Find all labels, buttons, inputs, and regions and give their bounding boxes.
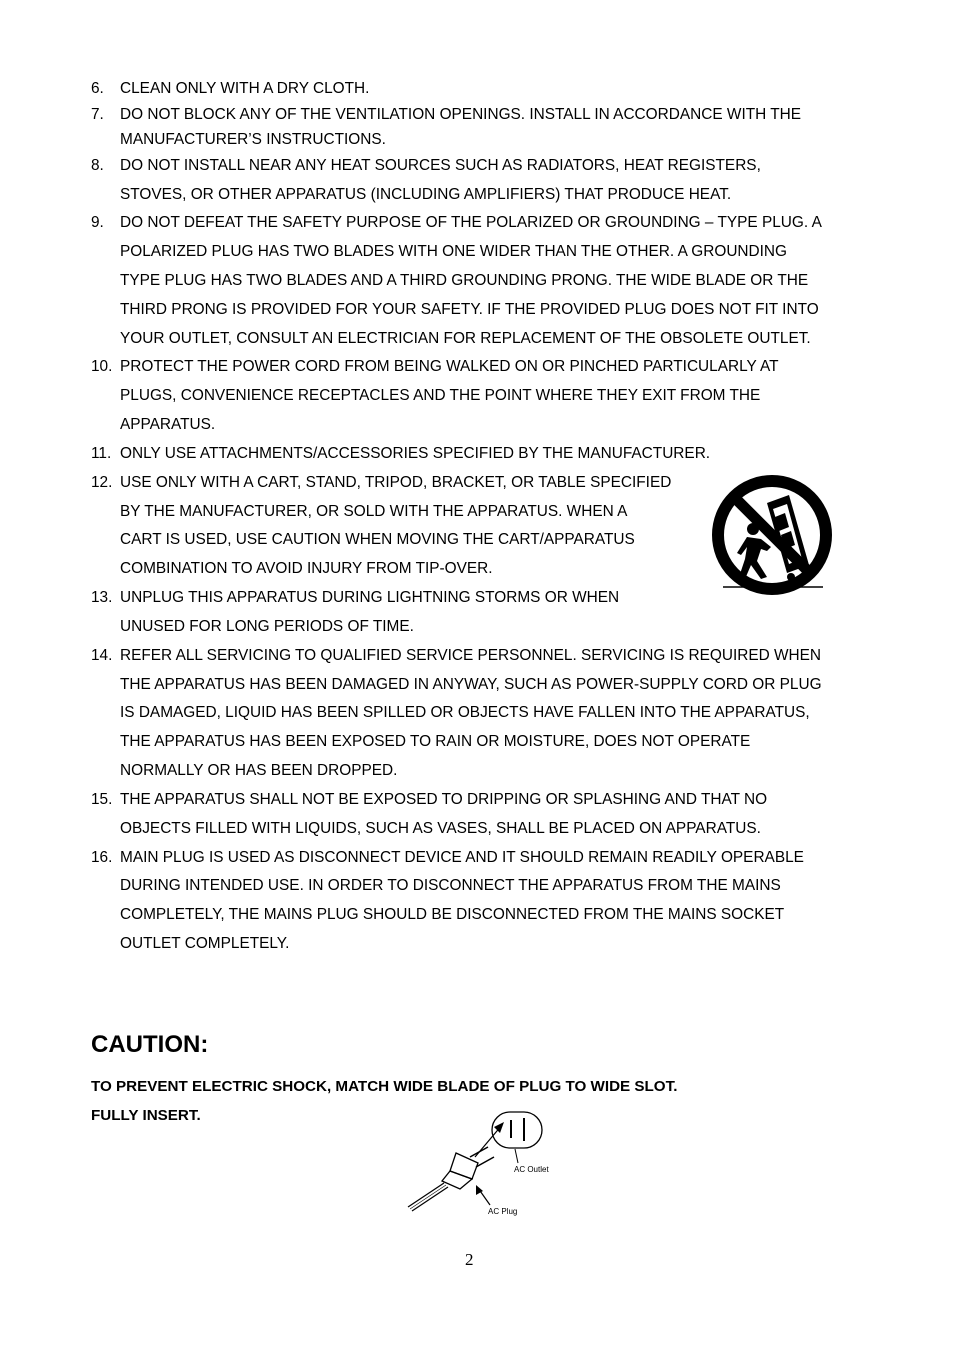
item-text-line: ONLY USE ATTACHMENTS/ACCESSORIES SPECIFIED BY THE MANUFACTURER.	[120, 445, 711, 462]
cart-tip-over-warning-icon	[709, 473, 837, 597]
item-number: 9.	[91, 214, 104, 231]
item-text-line: REFER ALL SERVICING TO QUALIFIED SERVICE PERSONNEL. SERVICING IS REQUIRED WHEN	[120, 647, 822, 664]
item-number: 6.	[91, 80, 104, 97]
item-text-line: MAIN PLUG IS USED AS DISCONNECT DEVICE AND IT SHOULD REMAIN READILY OPERABLE	[120, 849, 804, 866]
caution-line-1: TO PREVENT ELECTRIC SHOCK, MATCH WIDE BLADE OF PLUG TO WIDE SLOT.	[91, 1078, 678, 1095]
item-number: 10.	[91, 358, 113, 375]
item-text-line: THE APPARATUS HAS BEEN EXPOSED TO RAIN OR MOISTURE, DOES NOT OPERATE	[120, 733, 751, 750]
item-text-line: BY THE MANUFACTURER, OR SOLD WITH THE APPARATUS. WHEN A	[120, 503, 628, 520]
item-text-line: DO NOT INSTALL NEAR ANY HEAT SOURCES SUCH AS RADIATORS, HEAT REGISTERS,	[120, 157, 761, 174]
item-text-line: STOVES, OR OTHER APPARATUS (INCLUDING AMPLIFIERS) THAT PRODUCE HEAT.	[120, 186, 732, 203]
item-text-line: TYPE PLUG HAS TWO BLADES AND A THIRD GROUNDING PRONG. THE WIDE BLADE OR THE	[120, 272, 809, 289]
item-text-line: UNPLUG THIS APPARATUS DURING LIGHTNING STORMS OR WHEN	[120, 589, 620, 606]
item-text-line: CART IS USED, USE CAUTION WHEN MOVING THE CART/APPARATUS	[120, 531, 635, 548]
item-text-line: OUTLET COMPLETELY.	[120, 935, 290, 952]
item-text-line: PLUGS, CONVENIENCE RECEPTACLES AND THE POINT WHERE THEY EXIT FROM THE	[120, 387, 761, 404]
item-text-line: COMBINATION TO AVOID INJURY FROM TIP-OVER.	[120, 560, 493, 577]
item-number: 14.	[91, 647, 113, 664]
item-number: 11.	[91, 445, 112, 462]
item-text-line: THE APPARATUS SHALL NOT BE EXPOSED TO DRIPPING OR SPLASHING AND THAT NO	[120, 791, 768, 808]
item-text-line: THE APPARATUS HAS BEEN DAMAGED IN ANYWAY, SUCH AS POWER-SUPPLY CORD OR PLUG	[120, 676, 822, 693]
item-text-line: DURING INTENDED USE. IN ORDER TO DISCONNECT THE APPARATUS FROM THE MAINS	[120, 877, 781, 894]
item-text-line: USE ONLY WITH A CART, STAND, TRIPOD, BRACKET, OR TABLE SPECIFIED	[120, 474, 672, 491]
item-number: 15.	[91, 791, 113, 808]
item-text-line: THIRD PRONG IS PROVIDED FOR YOUR SAFETY. IF THE PROVIDED PLUG DOES NOT FIT INTO	[120, 301, 819, 318]
item-text-line: COMPLETELY, THE MAINS PLUG SHOULD BE DISCONNECTED FROM THE MAINS SOCKET	[120, 906, 785, 923]
item-text-line: CLEAN ONLY WITH A DRY CLOTH.	[120, 80, 370, 97]
item-text-line: POLARIZED PLUG HAS TWO BLADES WITH ONE WIDER THAN THE OTHER. A GROUNDING	[120, 243, 788, 260]
item-number: 13.	[91, 589, 113, 606]
item-text-line: APPARATUS.	[120, 416, 216, 433]
item-text-line: DO NOT DEFEAT THE SAFETY PURPOSE OF THE POLARIZED OR GROUNDING – TYPE PLUG. A	[120, 214, 822, 231]
item-text-line: UNUSED FOR LONG PERIODS OF TIME.	[120, 618, 414, 635]
item-text-line: MANUFACTURER’S INSTRUCTIONS.	[120, 131, 386, 148]
ac-outlet-label: AC Outlet	[514, 1165, 549, 1174]
item-text-line: YOUR OUTLET, CONSULT AN ELECTRICIAN FOR REPLACEMENT OF THE OBSOLETE OUTLET.	[120, 330, 811, 347]
item-text-line: IS DAMAGED, LIQUID HAS BEEN SPILLED OR OBJECTS HAVE FALLEN INTO THE APPARATUS,	[120, 704, 810, 721]
item-number: 8.	[91, 157, 104, 174]
item-text-line: NORMALLY OR HAS BEEN DROPPED.	[120, 762, 398, 779]
item-text-line: PROTECT THE POWER CORD FROM BEING WALKED ON OR PINCHED PARTICULARLY AT	[120, 358, 779, 375]
ac-plug-outlet-diagram	[400, 1105, 560, 1220]
caution-heading: CAUTION:	[91, 1031, 209, 1058]
caution-line-2: FULLY INSERT.	[91, 1107, 201, 1124]
item-number: 12.	[91, 474, 113, 491]
page-number: 2	[465, 1250, 474, 1269]
item-number: 7.	[91, 106, 104, 123]
item-text-line: DO NOT BLOCK ANY OF THE VENTILATION OPENINGS. INSTALL IN ACCORDANCE WITH THE	[120, 106, 802, 123]
ac-plug-label: AC Plug	[488, 1207, 518, 1216]
item-text-line: OBJECTS FILLED WITH LIQUIDS, SUCH AS VASES, SHALL BE PLACED ON APPARATUS.	[120, 820, 761, 837]
item-number: 16.	[91, 849, 113, 866]
